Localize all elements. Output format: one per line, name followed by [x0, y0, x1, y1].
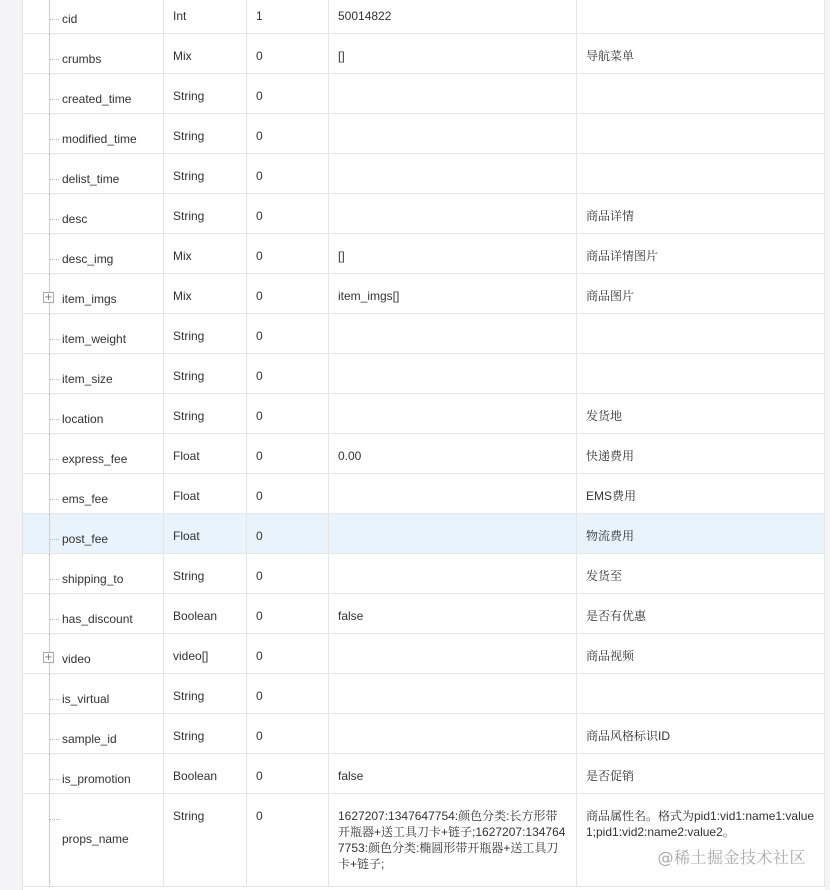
tree-connector-line [49, 674, 50, 714]
field-default-text [329, 554, 576, 568]
tree-connector-line [49, 754, 50, 794]
tree-cell [23, 114, 50, 154]
table-row[interactable] [23, 74, 825, 114]
field-default-text: false [338, 609, 364, 623]
field-type-cell [164, 754, 247, 794]
table-row[interactable] [23, 554, 825, 594]
field-type-cell [164, 274, 247, 314]
field-name-cell [50, 754, 164, 794]
field-required-cell [247, 714, 329, 754]
field-description-cell [577, 514, 825, 554]
field-description-cell [577, 274, 825, 314]
field-name-cell [50, 314, 164, 354]
field-default-cell [329, 194, 577, 234]
field-type-cell [164, 394, 247, 434]
field-required-text: 0 [256, 409, 263, 423]
tree-connector-line [49, 474, 50, 514]
field-required-text: 0 [256, 489, 263, 503]
field-required-text: 0 [256, 649, 263, 663]
tree-connector-line [49, 234, 50, 274]
field-type-text: Mix [173, 289, 192, 303]
field-description-text: 是否促销 [586, 769, 635, 783]
field-name-cell [50, 234, 164, 274]
field-name-cell [50, 674, 164, 714]
field-description-cell [577, 394, 825, 434]
field-required-cell [247, 234, 329, 274]
field-type-cell [164, 434, 247, 474]
field-description-cell [577, 234, 825, 274]
tree-connector-line [49, 0, 50, 34]
tree-cell [23, 754, 50, 794]
field-default-cell [329, 354, 577, 394]
field-description-text: 商品风格标识ID [586, 729, 671, 743]
field-required-text: 0 [256, 529, 263, 543]
field-type-text: String [173, 569, 205, 583]
field-type-cell [164, 714, 247, 754]
field-required-text: 0 [256, 249, 263, 263]
field-default-cell [329, 394, 577, 434]
field-type-text: String [173, 369, 205, 383]
field-type-text: Int [173, 9, 187, 23]
field-required-cell [247, 594, 329, 634]
field-type-text: String [173, 129, 205, 143]
field-type-cell [164, 314, 247, 354]
tree-cell [23, 74, 50, 114]
field-required-text: 1 [256, 9, 263, 23]
tree-connector-tick [49, 579, 59, 580]
field-default-text [329, 74, 576, 88]
field-type-text: String [173, 169, 205, 183]
field-description-text [577, 154, 824, 168]
field-type-text: Float [173, 449, 200, 463]
field-type-text: String [173, 689, 205, 703]
field-default-cell [329, 514, 577, 554]
field-type-cell [164, 474, 247, 514]
tree-cell [23, 594, 50, 634]
field-table-body [23, 0, 825, 887]
field-required-text: 0 [256, 609, 263, 623]
field-type-text: Mix [173, 249, 192, 263]
field-type-cell [164, 194, 247, 234]
field-description-cell [577, 674, 825, 714]
field-description-cell [577, 714, 825, 754]
field-required-cell [247, 0, 329, 34]
field-description-cell [577, 634, 825, 674]
field-name-text: post_fee [62, 532, 109, 546]
tree-cell [23, 34, 50, 74]
field-default-cell [329, 474, 577, 514]
field-required-cell [247, 554, 329, 594]
field-default-text: item_imgs[] [338, 289, 400, 303]
field-description-cell [577, 194, 825, 234]
tree-connector-tick [49, 699, 59, 700]
field-required-cell [247, 514, 329, 554]
tree-connector-line [49, 794, 50, 887]
field-description-text [577, 114, 824, 128]
field-type-cell [164, 674, 247, 714]
field-default-cell [329, 314, 577, 354]
field-name-text: item_weight [62, 332, 127, 346]
field-type-text: String [173, 809, 205, 823]
field-description-text: 商品详情图片 [586, 249, 659, 263]
tree-connector-line [49, 594, 50, 634]
table-row[interactable] [23, 394, 825, 434]
tree-connector-line [49, 114, 50, 154]
field-default-text [329, 114, 576, 128]
field-name-cell [50, 194, 164, 234]
field-name-cell [50, 74, 164, 114]
field-description-text [577, 74, 824, 88]
field-type-cell [164, 234, 247, 274]
field-description-text: 快递费用 [586, 449, 635, 463]
field-default-cell [329, 714, 577, 754]
field-required-text: 0 [256, 569, 263, 583]
field-name-cell [50, 474, 164, 514]
field-type-cell [164, 594, 247, 634]
field-default-text: 0.00 [338, 449, 362, 463]
field-required-cell [247, 314, 329, 354]
tree-cell [23, 474, 50, 514]
table-row[interactable] [23, 274, 825, 314]
field-required-text: 0 [256, 49, 263, 63]
field-default-text [329, 314, 576, 328]
field-description-text: 物流费用 [586, 529, 635, 543]
tree-cell [23, 354, 50, 394]
tree-connector-tick [49, 539, 59, 540]
field-name-cell [50, 634, 164, 674]
field-default-cell [329, 114, 577, 154]
field-name-cell [50, 794, 164, 887]
tree-connector-tick [49, 59, 59, 60]
field-name-cell [50, 34, 164, 74]
field-description-cell [577, 354, 825, 394]
field-type-cell [164, 634, 247, 674]
field-default-cell [329, 234, 577, 274]
tree-connector-tick [49, 179, 59, 180]
field-default-cell [329, 34, 577, 74]
field-required-text: 0 [256, 449, 263, 463]
tree-cell [23, 714, 50, 754]
field-name-text: location [62, 412, 104, 426]
field-default-cell [329, 154, 577, 194]
field-required-text: 0 [256, 769, 263, 783]
field-type-text: String [173, 209, 205, 223]
field-type-cell [164, 34, 247, 74]
field-type-cell [164, 154, 247, 194]
field-description-text: 商品图片 [586, 289, 635, 303]
tree-cell [23, 634, 53, 674]
field-type-cell [164, 114, 247, 154]
field-default-text: 1627207:1347647754:颜色分类:长方形带开瓶器+送工具刀卡+链子;1627207:1347647753:颜色分类:椭圆形带开瓶器+送工具刀卡+链子; [338, 809, 566, 871]
table-row[interactable] [23, 594, 825, 634]
expand-toggle-icon[interactable]: + [44, 652, 53, 663]
field-required-text: 0 [256, 369, 263, 383]
table-row[interactable] [23, 714, 825, 754]
table-row[interactable] [23, 34, 825, 74]
field-default-text [329, 514, 576, 528]
field-description-text: 是否有优惠 [586, 609, 647, 623]
tree-cell [23, 674, 50, 714]
field-description-cell [577, 794, 825, 887]
field-name-text: modified_time [62, 132, 137, 146]
table-row[interactable] [23, 154, 825, 194]
field-description-cell [577, 114, 825, 154]
field-default-cell [329, 434, 577, 474]
field-required-cell [247, 194, 329, 234]
field-required-cell [247, 434, 329, 474]
field-type-cell [164, 0, 247, 34]
field-type-cell [164, 514, 247, 554]
field-name-text: has_discount [62, 612, 133, 626]
field-name-cell [50, 394, 164, 434]
field-name-text: desc_img [62, 252, 114, 266]
tree-connector-line [49, 194, 50, 234]
table-row[interactable] [23, 314, 825, 354]
field-description-cell [577, 474, 825, 514]
tree-connector-line [49, 154, 50, 194]
table-row[interactable] [23, 114, 825, 154]
field-required-text: 0 [256, 129, 263, 143]
field-required-text: 0 [256, 89, 263, 103]
field-required-cell [247, 274, 329, 314]
field-name-text: props_name [62, 832, 129, 846]
field-default-text [329, 154, 576, 168]
field-type-text: String [173, 89, 205, 103]
table-row[interactable] [23, 634, 825, 674]
field-default-text [329, 474, 576, 488]
tree-connector-tick [49, 379, 59, 380]
field-description-cell [577, 554, 825, 594]
field-default-text [329, 714, 576, 728]
field-required-cell [247, 474, 329, 514]
field-name-text: created_time [62, 92, 132, 106]
field-description-text: 商品视频 [586, 649, 635, 663]
tree-cell [23, 274, 53, 314]
field-name-text: item_size [62, 372, 113, 386]
field-required-cell [247, 354, 329, 394]
field-description-text [577, 0, 824, 8]
field-type-text: String [173, 329, 205, 343]
field-default-text [329, 194, 576, 208]
tree-connector-tick [49, 19, 59, 20]
table-row[interactable] [23, 754, 825, 794]
field-default-cell [329, 74, 577, 114]
tree-connector-tick [49, 99, 59, 100]
field-name-text: express_fee [62, 452, 128, 466]
field-required-cell [247, 74, 329, 114]
field-required-cell [247, 634, 329, 674]
tree-connector-line [49, 34, 50, 74]
field-required-cell [247, 154, 329, 194]
tree-cell [23, 154, 50, 194]
field-type-text: Boolean [173, 769, 218, 783]
tree-cell [23, 394, 50, 434]
field-default-cell [329, 794, 577, 887]
field-name-cell [50, 274, 164, 314]
field-default-text: false [338, 769, 364, 783]
table-row[interactable] [23, 794, 825, 887]
field-type-text: Float [173, 489, 200, 503]
field-default-cell [329, 674, 577, 714]
field-required-text: 0 [256, 729, 263, 743]
field-name-text: is_virtual [62, 692, 110, 706]
field-description-text: 发货至 [586, 569, 623, 583]
tree-connector-tick [49, 139, 59, 140]
tree-connector-line [49, 74, 50, 114]
table-row[interactable] [23, 0, 825, 34]
table-row[interactable] [23, 474, 825, 514]
field-description-cell [577, 34, 825, 74]
field-name-cell [50, 514, 164, 554]
table-row[interactable] [23, 194, 825, 234]
field-default-cell [329, 594, 577, 634]
field-name-cell [50, 434, 164, 474]
tree-connector-tick [49, 739, 59, 740]
field-name-text: is_promotion [62, 772, 131, 786]
tree-connector-tick [49, 259, 59, 260]
field-default-cell [329, 274, 577, 314]
field-name-cell [50, 714, 164, 754]
tree-connector-line [49, 714, 50, 754]
field-name-text: desc [62, 212, 88, 226]
field-name-text: cid [62, 12, 78, 26]
tree-connector-line [49, 394, 50, 434]
tree-connector-tick [49, 819, 59, 820]
expand-toggle-icon[interactable]: + [44, 292, 53, 303]
field-default-text: [] [338, 249, 345, 263]
field-description-text: 商品详情 [586, 209, 635, 223]
tree-connector-line [49, 434, 50, 474]
field-type-text: Mix [173, 49, 192, 63]
field-default-text: [] [338, 49, 345, 63]
field-type-text: video[] [173, 649, 209, 663]
field-default-text [329, 354, 576, 368]
tree-connector-tick [49, 459, 59, 460]
field-description-text: 商品属性名。格式为pid1:vid1:name1:value1;pid1:vid2:name2:value2。 [586, 809, 815, 839]
field-type-text: String [173, 409, 205, 423]
field-description-text [577, 314, 824, 328]
tree-cell [23, 234, 50, 274]
field-table [23, 0, 825, 887]
field-name-text: item_imgs [62, 292, 117, 306]
field-required-cell [247, 674, 329, 714]
field-default-text [329, 394, 576, 408]
table-row[interactable] [23, 354, 825, 394]
field-name-cell [50, 0, 164, 34]
field-required-cell [247, 754, 329, 794]
tree-connector-tick [49, 499, 59, 500]
field-name-cell [50, 554, 164, 594]
tree-connector-tick [49, 779, 59, 780]
field-description-cell [577, 0, 825, 34]
tree-connector-line [49, 554, 50, 594]
table-row[interactable] [23, 234, 825, 274]
field-name-text: video [62, 652, 91, 666]
tree-cell [23, 434, 50, 474]
field-name-text: shipping_to [62, 572, 124, 586]
field-description-text [577, 354, 824, 368]
field-description-text [577, 674, 824, 688]
field-description-cell [577, 754, 825, 794]
field-type-text: Boolean [173, 609, 218, 623]
field-required-text: 0 [256, 209, 263, 223]
tree-cell [23, 314, 50, 354]
field-type-cell [164, 74, 247, 114]
field-table-panel [22, 0, 825, 890]
field-required-cell [247, 34, 329, 74]
field-default-cell [329, 634, 577, 674]
field-default-text [329, 634, 576, 648]
field-required-text: 0 [256, 689, 263, 703]
field-required-text: 0 [256, 289, 263, 303]
watermark: @稀土掘金技术社区 [657, 848, 806, 867]
field-required-text: 0 [256, 329, 263, 343]
field-default-text: 50014822 [338, 9, 392, 23]
field-name-text: crumbs [62, 52, 102, 66]
field-name-text: ems_fee [62, 492, 109, 506]
tree-connector-tick [49, 219, 59, 220]
field-required-text: 0 [256, 169, 263, 183]
tree-connector-tick [49, 339, 59, 340]
field-description-cell [577, 314, 825, 354]
field-name-text: sample_id [62, 732, 117, 746]
field-required-cell [247, 794, 329, 887]
tree-connector-line [49, 354, 50, 394]
field-required-cell [247, 114, 329, 154]
tree-cell [23, 554, 50, 594]
tree-cell [23, 0, 50, 34]
field-description-cell [577, 154, 825, 194]
field-name-cell [50, 114, 164, 154]
field-default-text [329, 674, 576, 688]
field-description-text: 发货地 [586, 409, 623, 423]
field-required-cell [247, 394, 329, 434]
field-type-cell [164, 354, 247, 394]
tree-cell [23, 794, 50, 887]
field-type-text: String [173, 729, 205, 743]
field-default-cell [329, 554, 577, 594]
field-name-text: delist_time [62, 172, 120, 186]
table-row[interactable] [23, 514, 825, 554]
field-type-cell [164, 794, 247, 887]
field-name-cell [50, 154, 164, 194]
field-description-text: EMS费用 [586, 489, 637, 503]
field-default-cell [329, 0, 577, 34]
field-description-cell [577, 594, 825, 634]
tree-connector-tick [49, 619, 59, 620]
tree-connector-tick [49, 419, 59, 420]
field-default-cell [329, 754, 577, 794]
field-required-text: 0 [256, 809, 263, 823]
tree-cell [23, 194, 50, 234]
field-type-text: Float [173, 529, 200, 543]
field-description-cell [577, 434, 825, 474]
table-row[interactable] [23, 434, 825, 474]
field-name-cell [50, 594, 164, 634]
field-description-text: 导航菜单 [586, 49, 635, 63]
tree-connector-line [49, 514, 50, 554]
field-name-cell [50, 354, 164, 394]
tree-cell [23, 514, 50, 554]
table-row[interactable] [23, 674, 825, 714]
tree-connector-line [49, 314, 50, 354]
field-type-cell [164, 554, 247, 594]
field-description-cell [577, 74, 825, 114]
